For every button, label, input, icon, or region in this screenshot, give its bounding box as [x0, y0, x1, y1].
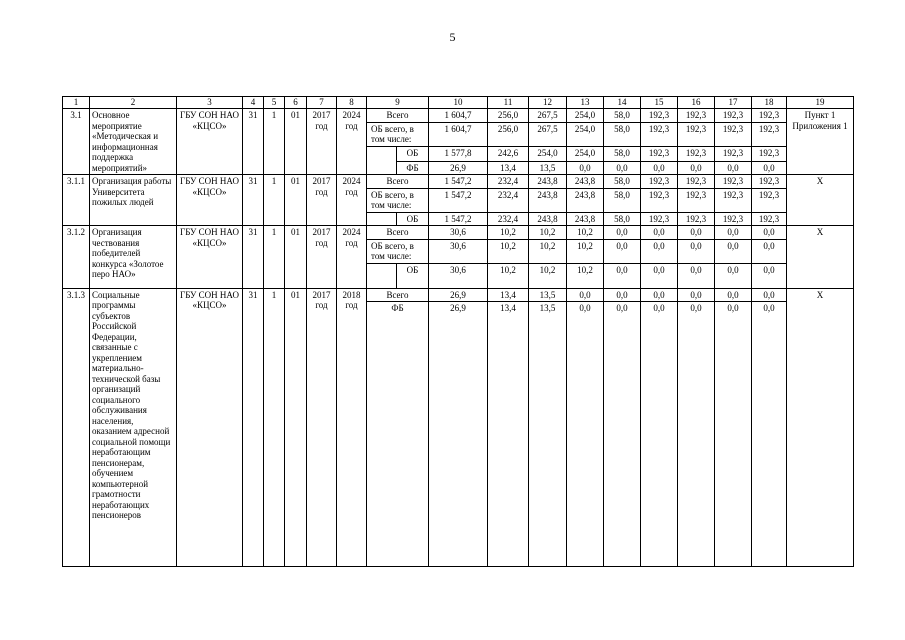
table-row [63, 226, 854, 240]
start-year: 2017 год [307, 109, 337, 175]
activity-name: Организация чествования победителей конкурса «Золотое перо НАО» [90, 226, 177, 289]
value-cell: 13,4 [488, 302, 529, 567]
value-cell: 0,0 [715, 288, 752, 302]
value-cell: 192,3 [641, 212, 678, 226]
activity-name: Организация работы Университета пожилых людей [90, 175, 177, 226]
value-cell: 256,0 [488, 122, 529, 146]
value-cell: 0,0 [752, 302, 787, 567]
value-cell: 10,2 [488, 263, 529, 288]
activity-name: Основное мероприятие «Методическая и информационная поддержка мероприятий» [90, 109, 177, 175]
code-cell: 31 [243, 109, 264, 175]
header-cell: 7 [307, 97, 337, 109]
header-cell: 13 [567, 97, 604, 109]
value-cell: 26,9 [429, 302, 488, 567]
indent-cell [367, 263, 397, 288]
value-cell: 192,3 [678, 122, 715, 146]
value-cell: 58,0 [604, 109, 641, 123]
header-cell: 18 [752, 97, 787, 109]
header-cell: 16 [678, 97, 715, 109]
value-cell: 0,0 [604, 302, 641, 567]
header-cell: 5 [264, 97, 285, 109]
activity-name: Социальные программы субъектов Российской Федерации, связанные с укреплением материально-технической базы организаций социального обслуживания населения, оказанием адресной социальной помощи неработающим пенсионерам, обучением компьютерной грамотности неработающих пенсионеров [90, 288, 177, 567]
start-year: 2017 год [307, 226, 337, 289]
value-cell: 256,0 [488, 109, 529, 123]
value-cell: 0,0 [678, 161, 715, 175]
value-cell: 10,2 [529, 239, 567, 263]
budget-table [62, 96, 854, 567]
value-cell: 10,2 [488, 226, 529, 240]
executor: ГБУ СОН НАО «КЦСО» [177, 109, 243, 175]
value-cell: 192,3 [715, 212, 752, 226]
row-id: 3.1.1 [63, 175, 90, 226]
value-cell: 1 547,2 [429, 175, 488, 189]
value-cell: 192,3 [678, 109, 715, 123]
value-cell: 192,3 [752, 109, 787, 123]
value-cell: 192,3 [715, 122, 752, 146]
executor: ГБУ СОН НАО «КЦСО» [177, 226, 243, 289]
executor: ГБУ СОН НАО «КЦСО» [177, 288, 243, 567]
row-id: 3.1.2 [63, 226, 90, 289]
header-cell: 6 [285, 97, 307, 109]
value-cell: 242,6 [488, 146, 529, 161]
header-cell: 14 [604, 97, 641, 109]
value-cell: 1 604,7 [429, 122, 488, 146]
value-cell: 0,0 [678, 263, 715, 288]
value-cell: 243,8 [529, 212, 567, 226]
end-year: 2024 год [337, 175, 367, 226]
value-cell: 10,2 [529, 263, 567, 288]
note-cell: Х [787, 175, 854, 226]
value-cell: 0,0 [752, 288, 787, 302]
value-cell: 26,9 [429, 288, 488, 302]
value-cell: 0,0 [567, 288, 604, 302]
value-cell: 0,0 [752, 161, 787, 175]
value-cell: 192,3 [752, 188, 787, 212]
header-row [63, 97, 854, 109]
value-cell: 58,0 [604, 212, 641, 226]
value-cell: 192,3 [641, 109, 678, 123]
note-cell: Пункт 1 Приложения 1 [787, 109, 854, 175]
value-cell: 1 547,2 [429, 188, 488, 212]
value-cell: 192,3 [715, 109, 752, 123]
value-cell: 0,0 [567, 161, 604, 175]
value-cell: 254,0 [567, 122, 604, 146]
value-cell: 0,0 [715, 161, 752, 175]
value-cell: 0,0 [678, 239, 715, 263]
value-cell: 0,0 [641, 226, 678, 240]
value-cell: 13,4 [488, 161, 529, 175]
value-cell: 192,3 [641, 146, 678, 161]
value-cell: 0,0 [604, 161, 641, 175]
value-cell: 0,0 [567, 302, 604, 567]
value-cell: 192,3 [752, 122, 787, 146]
value-cell: 13,5 [529, 302, 567, 567]
value-cell: 0,0 [604, 263, 641, 288]
value-cell: 10,2 [529, 226, 567, 240]
value-cell: 0,0 [752, 239, 787, 263]
value-cell: 0,0 [678, 302, 715, 567]
value-cell: 243,8 [567, 175, 604, 189]
value-cell: 243,8 [567, 212, 604, 226]
value-cell: 26,9 [429, 161, 488, 175]
value-cell: 10,2 [567, 239, 604, 263]
value-cell: 267,5 [529, 122, 567, 146]
end-year: 2024 год [337, 226, 367, 289]
value-cell: 232,4 [488, 212, 529, 226]
value-cell: 10,2 [488, 239, 529, 263]
value-cell: 0,0 [641, 161, 678, 175]
header-cell: 11 [488, 97, 529, 109]
code-cell: 1 [264, 109, 285, 175]
value-cell: 192,3 [641, 188, 678, 212]
header-cell: 19 [787, 97, 854, 109]
value-cell: 267,5 [529, 109, 567, 123]
source-label: Всего [367, 288, 429, 302]
value-cell: 192,3 [641, 175, 678, 189]
code-cell: 01 [285, 109, 307, 175]
header-cell: 8 [337, 97, 367, 109]
source-label: Всего [367, 109, 429, 123]
value-cell: 58,0 [604, 175, 641, 189]
code-cell: 01 [285, 226, 307, 289]
value-cell: 0,0 [604, 226, 641, 240]
header-cell: 1 [63, 97, 90, 109]
header-cell: 9 [367, 97, 429, 109]
value-cell: 243,8 [529, 175, 567, 189]
page-number: 5 [449, 30, 456, 44]
value-cell: 192,3 [678, 175, 715, 189]
code-cell: 31 [243, 226, 264, 289]
value-cell: 0,0 [715, 226, 752, 240]
value-cell: 232,4 [488, 175, 529, 189]
table-row [63, 109, 854, 123]
row-id: 3.1.3 [63, 288, 90, 567]
value-cell: 0,0 [715, 302, 752, 567]
source-label: Всего [367, 226, 429, 240]
header-cell: 12 [529, 97, 567, 109]
value-cell: 192,3 [715, 146, 752, 161]
value-cell: 192,3 [752, 212, 787, 226]
value-cell: 10,2 [567, 226, 604, 240]
value-cell: 30,6 [429, 263, 488, 288]
source-label: ОБ всего, в том числе: [367, 239, 429, 263]
value-cell: 0,0 [678, 226, 715, 240]
value-cell: 0,0 [641, 288, 678, 302]
header-cell: 10 [429, 97, 488, 109]
indent-cell [367, 212, 397, 226]
value-cell: 192,3 [715, 188, 752, 212]
value-cell: 13,5 [529, 161, 567, 175]
value-cell: 0,0 [715, 239, 752, 263]
header-cell: 4 [243, 97, 264, 109]
end-year: 2024 год [337, 109, 367, 175]
executor: ГБУ СОН НАО «КЦСО» [177, 175, 243, 226]
code-cell: 01 [285, 175, 307, 226]
code-cell: 1 [264, 226, 285, 289]
source-label: ФБ [367, 302, 429, 567]
value-cell: 10,2 [567, 263, 604, 288]
code-cell: 31 [243, 175, 264, 226]
value-cell: 0,0 [678, 288, 715, 302]
value-cell: 0,0 [715, 263, 752, 288]
value-cell: 243,8 [567, 188, 604, 212]
value-cell: 0,0 [641, 239, 678, 263]
code-cell: 1 [264, 288, 285, 567]
value-cell: 192,3 [678, 146, 715, 161]
table-row [63, 288, 854, 302]
value-cell: 13,5 [529, 288, 567, 302]
value-cell: 192,3 [678, 212, 715, 226]
header-cell: 3 [177, 97, 243, 109]
header-cell: 15 [641, 97, 678, 109]
indent-cell [367, 146, 397, 175]
value-cell: 0,0 [752, 263, 787, 288]
value-cell: 254,0 [567, 109, 604, 123]
start-year: 2017 год [307, 175, 337, 226]
source-label: ФБ [397, 161, 429, 175]
source-label: ОБ [397, 263, 429, 288]
value-cell: 13,4 [488, 288, 529, 302]
value-cell: 58,0 [604, 146, 641, 161]
note-cell: Х [787, 288, 854, 567]
header-cell: 2 [90, 97, 177, 109]
value-cell: 243,8 [529, 188, 567, 212]
value-cell: 192,3 [641, 122, 678, 146]
value-cell: 192,3 [752, 146, 787, 161]
value-cell: 0,0 [752, 226, 787, 240]
header-cell: 17 [715, 97, 752, 109]
source-label: ОБ [397, 146, 429, 161]
value-cell: 30,6 [429, 226, 488, 240]
source-label: ОБ всего, в том числе: [367, 122, 429, 146]
code-cell: 1 [264, 175, 285, 226]
source-label: ОБ [397, 212, 429, 226]
value-cell: 1 547,2 [429, 212, 488, 226]
value-cell: 58,0 [604, 188, 641, 212]
row-id: 3.1 [63, 109, 90, 175]
value-cell: 30,6 [429, 239, 488, 263]
table-row [63, 175, 854, 189]
end-year: 2018 год [337, 288, 367, 567]
value-cell: 1 577,8 [429, 146, 488, 161]
value-cell: 1 604,7 [429, 109, 488, 123]
value-cell: 0,0 [604, 239, 641, 263]
value-cell: 192,3 [678, 188, 715, 212]
value-cell: 0,0 [604, 288, 641, 302]
code-cell: 31 [243, 288, 264, 567]
source-label: ОБ всего, в том числе: [367, 188, 429, 212]
start-year: 2017 год [307, 288, 337, 567]
value-cell: 0,0 [641, 263, 678, 288]
value-cell: 232,4 [488, 188, 529, 212]
value-cell: 0,0 [641, 302, 678, 567]
value-cell: 192,3 [715, 175, 752, 189]
code-cell: 01 [285, 288, 307, 567]
value-cell: 254,0 [567, 146, 604, 161]
note-cell: Х [787, 226, 854, 289]
value-cell: 58,0 [604, 122, 641, 146]
value-cell: 254,0 [529, 146, 567, 161]
value-cell: 192,3 [752, 175, 787, 189]
source-label: Всего [367, 175, 429, 189]
